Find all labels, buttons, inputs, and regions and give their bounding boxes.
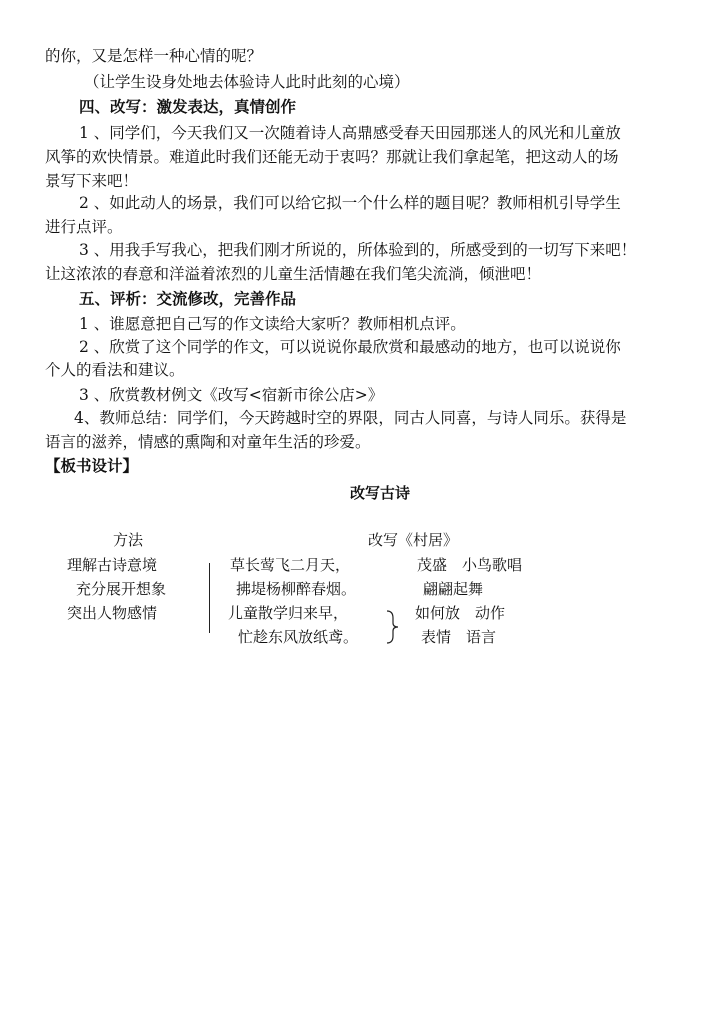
text-line: 1 、谁愿意把自己写的作文读给大家听？教师相机点评。 bbox=[79, 315, 466, 333]
poem-line: 忙趁东风放纸鸢。 bbox=[238, 628, 359, 646]
board-note: 翩翩起舞 bbox=[423, 580, 484, 598]
method-header: 方法 bbox=[113, 531, 144, 549]
board-note: 茂盛 小鸟歌唱 bbox=[417, 556, 523, 574]
text-line: 2 、欣赏了这个同学的作文，可以说说你最欣赏和最感动的地方，也可以说说你 bbox=[79, 338, 621, 356]
board-note: 如何放 动作 bbox=[415, 604, 506, 622]
text-line: 4、教师总结：同学们，今天跨越时空的界限，同古人同喜，与诗人同乐。获得是 bbox=[74, 409, 627, 427]
poem-line: 拂堤杨柳醉春烟。 bbox=[236, 580, 357, 598]
text-line: 的你，又是怎样一种心情的呢？ bbox=[45, 47, 263, 65]
text-line: 语言的滋养，情感的熏陶和对童年生活的珍爱。 bbox=[45, 433, 371, 451]
section-heading-5: 五、评析：交流修改，完善作品 bbox=[79, 289, 297, 308]
text-line: 3 、欣赏教材例文《改写<宿新市徐公店>》 bbox=[79, 386, 384, 404]
board-design-heading: 【板书设计】 bbox=[45, 456, 139, 475]
text-line: 风筝的欢快情景。难道此时我们还能无动于衷吗？那就让我们拿起笔，把这动人的场 bbox=[45, 148, 619, 166]
text-line: 景写下来吧！ bbox=[45, 172, 139, 190]
text-line: 2 、如此动人的场景，我们可以给它拟一个什么样的题目呢？教师相机引导学生 bbox=[79, 194, 621, 212]
text-line: 1 、同学们，今天我们又一次随着诗人高鼎感受春天田园那迷人的风光和儿童放 bbox=[79, 124, 621, 142]
divider-line bbox=[209, 563, 210, 633]
text-line: 进行点评。 bbox=[45, 218, 123, 236]
text-line: 个人的看法和建议。 bbox=[45, 361, 185, 379]
text-line: （让学生设身处地去体验诗人此时此刻的心境） bbox=[84, 73, 410, 91]
section-heading-4: 四、改写：激发表达，真情创作 bbox=[79, 97, 297, 116]
method-item: 理解古诗意境 bbox=[67, 556, 158, 574]
method-item: 突出人物感情 bbox=[67, 604, 158, 622]
poem-header: 改写《村居》 bbox=[368, 531, 459, 549]
board-title: 改写古诗 bbox=[349, 484, 410, 502]
brace-icon bbox=[385, 609, 399, 645]
method-item: 充分展开想象 bbox=[76, 580, 167, 598]
board-note: 表情 语言 bbox=[421, 628, 497, 646]
poem-line: 草长莺飞二月天， bbox=[230, 556, 351, 574]
poem-line: 儿童散学归来早， bbox=[228, 604, 349, 622]
text-line: 让这浓浓的春意和洋溢着浓烈的儿童生活情趣在我们笔尖流淌，倾泄吧！ bbox=[45, 265, 542, 283]
text-line: 3 、用我手写我心，把我们刚才所说的，所体验到的，所感受到的一切写下来吧！ bbox=[79, 241, 637, 259]
